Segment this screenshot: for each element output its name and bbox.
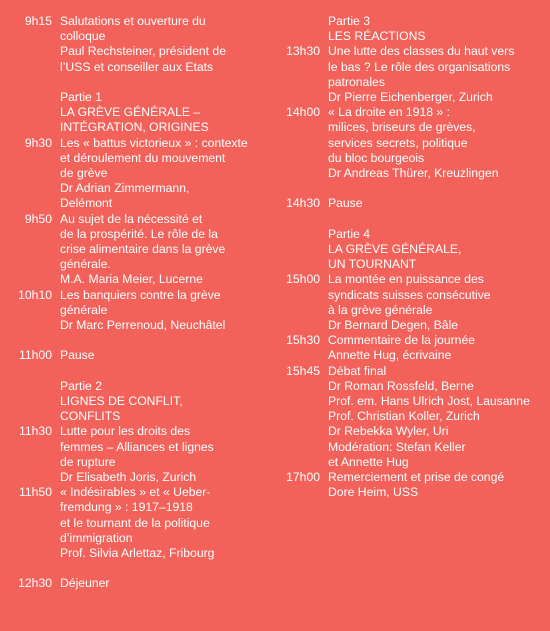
schedule-item: [6, 424, 268, 485]
schedule-time: [6, 90, 52, 136]
schedule-item: [274, 196, 546, 211]
schedule-line: de grève: [60, 166, 108, 181]
schedule-line: femmes – Alliances et lignes: [60, 439, 214, 454]
schedule-line: Déjeuner: [60, 576, 110, 591]
schedule-time: 15h30: [286, 333, 320, 348]
schedule-line: et le tournant de la politique: [60, 515, 210, 530]
schedule-item: [274, 105, 546, 181]
schedule-body: [320, 105, 546, 181]
schedule-line: Dr Rebekka Wyler, Uri: [328, 424, 449, 439]
schedule-line: le bas ? Le rôle des organisations: [328, 59, 511, 74]
program-column-right: [274, 14, 546, 500]
schedule-line: Modération: Stefan Keller: [328, 439, 466, 454]
schedule-line: Dr Marc Perrenoud, Neuchâtel: [60, 318, 226, 333]
spacer: [6, 561, 268, 576]
schedule-line: INTÉGRATION, ORIGINES: [60, 120, 209, 135]
schedule-item: [6, 212, 268, 288]
schedule-line: Prof. em. Hans Ulrich Jost, Lausanne: [328, 394, 530, 409]
schedule-body: [52, 288, 268, 334]
schedule-body: [320, 272, 546, 333]
schedule-line: patronales: [328, 74, 385, 89]
schedule-item: [6, 485, 268, 561]
schedule-time: 15h45: [286, 363, 320, 378]
schedule-item: [6, 136, 268, 212]
schedule-item: [274, 44, 546, 105]
schedule-time: [274, 14, 320, 44]
spacer: [6, 364, 268, 379]
schedule-line: fremdung » : 1917–1918: [60, 500, 193, 515]
schedule-line: et déroulement du mouvement: [60, 150, 226, 165]
schedule-line: Delémont: [60, 196, 113, 211]
schedule-item: [6, 576, 268, 591]
schedule-time: 11h00: [19, 348, 52, 363]
schedule-line: Dr Andreas Thürer, Kreuzlingen: [328, 166, 499, 181]
schedule-line: services secrets, politique: [328, 135, 468, 150]
spacer: [6, 333, 268, 348]
schedule-time: [274, 227, 320, 273]
schedule-time: 9h50: [24, 211, 52, 226]
schedule-line: « La droite en 1918 » :: [328, 105, 450, 120]
schedule-item: [274, 333, 546, 363]
schedule-line: syndicats suisses consécutive: [328, 287, 491, 302]
schedule-line: Les « battus victorieux » : contexte: [60, 135, 248, 150]
schedule-line: Prof. Silvia Arlettaz, Fribourg: [60, 546, 215, 561]
schedule-body: [52, 379, 268, 425]
schedule-time: 12h30: [18, 576, 52, 591]
schedule-line: CONFLITS: [60, 409, 121, 424]
schedule-line: Débat final: [328, 363, 387, 378]
schedule-body: [52, 212, 268, 288]
schedule-line: Au sujet de la nécessité et: [60, 211, 203, 226]
schedule-line: Dore Heim, USS: [328, 485, 419, 500]
spacer: [274, 212, 546, 227]
schedule-line: crise alimentaire dans la grève: [60, 242, 226, 257]
schedule-time: 10h10: [18, 287, 52, 302]
schedule-line: Lutte pour les droits des: [60, 424, 191, 439]
schedule-line: Pause: [328, 196, 363, 211]
schedule-line: LIGNES DE CONFLIT,: [60, 394, 183, 409]
schedule-line: « Indésirables » et « Ueber-: [60, 485, 211, 500]
schedule-line: Dr Elisabeth Joris, Zurich: [60, 470, 197, 485]
schedule-item: [6, 90, 268, 136]
schedule-item: [274, 470, 546, 500]
schedule-time: [6, 379, 52, 425]
schedule-line: Dr Pierre Eichenberger, Zurich: [328, 90, 493, 105]
schedule-body: [52, 485, 268, 561]
schedule-time: 9h30: [24, 135, 52, 150]
program-column-left: [6, 14, 268, 592]
schedule-line: Les banquiers contre la grève: [60, 287, 221, 302]
schedule-line: Une lutte des classes du haut vers: [328, 44, 515, 59]
schedule-line: M.A. Maria Meier, Lucerne: [60, 272, 203, 287]
schedule-line: Dr Adrian Zimmermann,: [60, 181, 190, 196]
schedule-line: générale.: [60, 257, 111, 272]
schedule-line: l’USS et conseiller aux Etats: [60, 59, 214, 74]
schedule-line: générale: [60, 302, 108, 317]
schedule-item: [6, 14, 268, 75]
schedule-line: Salutations et ouverture du: [60, 14, 206, 28]
schedule-body: [52, 90, 268, 136]
schedule-body: [52, 136, 268, 212]
schedule-item: [274, 14, 546, 44]
schedule-body: [320, 333, 546, 363]
schedule-line: Dr Roman Rossfeld, Berne: [328, 378, 474, 393]
schedule-line: Paul Rechsteiner, président de: [60, 44, 226, 59]
schedule-line: Commentaire de la journée: [328, 333, 476, 348]
schedule-line: Remerciement et prise de congé: [328, 470, 505, 485]
schedule-item: [274, 364, 546, 470]
schedule-line: Partie 2: [60, 378, 103, 393]
schedule-line: LA GRÈVE GÉNÉRALE –: [60, 105, 201, 120]
schedule-body: [320, 470, 546, 500]
schedule-line: Partie 3: [328, 14, 371, 28]
schedule-line: et Annette Hug: [328, 454, 409, 469]
schedule-body: [52, 424, 268, 485]
schedule-item: [6, 288, 268, 334]
schedule-body: [52, 348, 268, 363]
schedule-line: de la prospérité. Le rôle de la: [60, 226, 218, 241]
schedule-body: [320, 14, 546, 44]
schedule-item: [274, 272, 546, 333]
schedule-time: 15h00: [286, 272, 320, 287]
schedule-line: d’immigration: [60, 530, 133, 545]
schedule-item: [6, 379, 268, 425]
schedule-time: 13h30: [286, 44, 320, 59]
schedule-body: [52, 576, 268, 591]
schedule-line: Pause: [60, 348, 95, 363]
schedule-time: 17h00: [286, 470, 320, 485]
schedule-line: Partie 4: [328, 226, 371, 241]
schedule-line: UN TOURNANT: [328, 257, 417, 272]
schedule-line: Annette Hug, écrivaine: [328, 348, 452, 363]
schedule-time: 11h30: [19, 424, 52, 439]
schedule-line: du bloc bourgeois: [328, 150, 425, 165]
schedule-line: milices, briseurs de grèves,: [328, 120, 476, 135]
schedule-line: Partie 1: [60, 90, 103, 104]
schedule-item: [6, 348, 268, 363]
schedule-line: La montée en puissance des: [328, 272, 484, 287]
schedule-body: [320, 227, 546, 273]
spacer: [6, 75, 268, 90]
schedule-time: 14h00: [286, 105, 320, 120]
spacer: [274, 181, 546, 196]
schedule-body: [320, 44, 546, 105]
schedule-item: [274, 227, 546, 273]
schedule-line: LA GRÈVE GÉNÉRALE,: [328, 242, 462, 257]
schedule-body: [320, 364, 546, 470]
schedule-line: Dr Bernard Degen, Bâle: [328, 318, 459, 333]
schedule-line: LES RÉACTIONS: [328, 29, 426, 44]
schedule-body: [52, 14, 268, 75]
schedule-line: Prof. Christian Koller, Zurich: [328, 409, 480, 424]
schedule-line: de rupture: [60, 454, 116, 469]
schedule-line: à la grève générale: [328, 302, 433, 317]
schedule-line: colloque: [60, 29, 106, 44]
schedule-time: 11h50: [19, 485, 52, 500]
schedule-time: 9h15: [24, 14, 52, 28]
schedule-body: [320, 196, 546, 211]
schedule-time: 14h30: [286, 196, 320, 211]
